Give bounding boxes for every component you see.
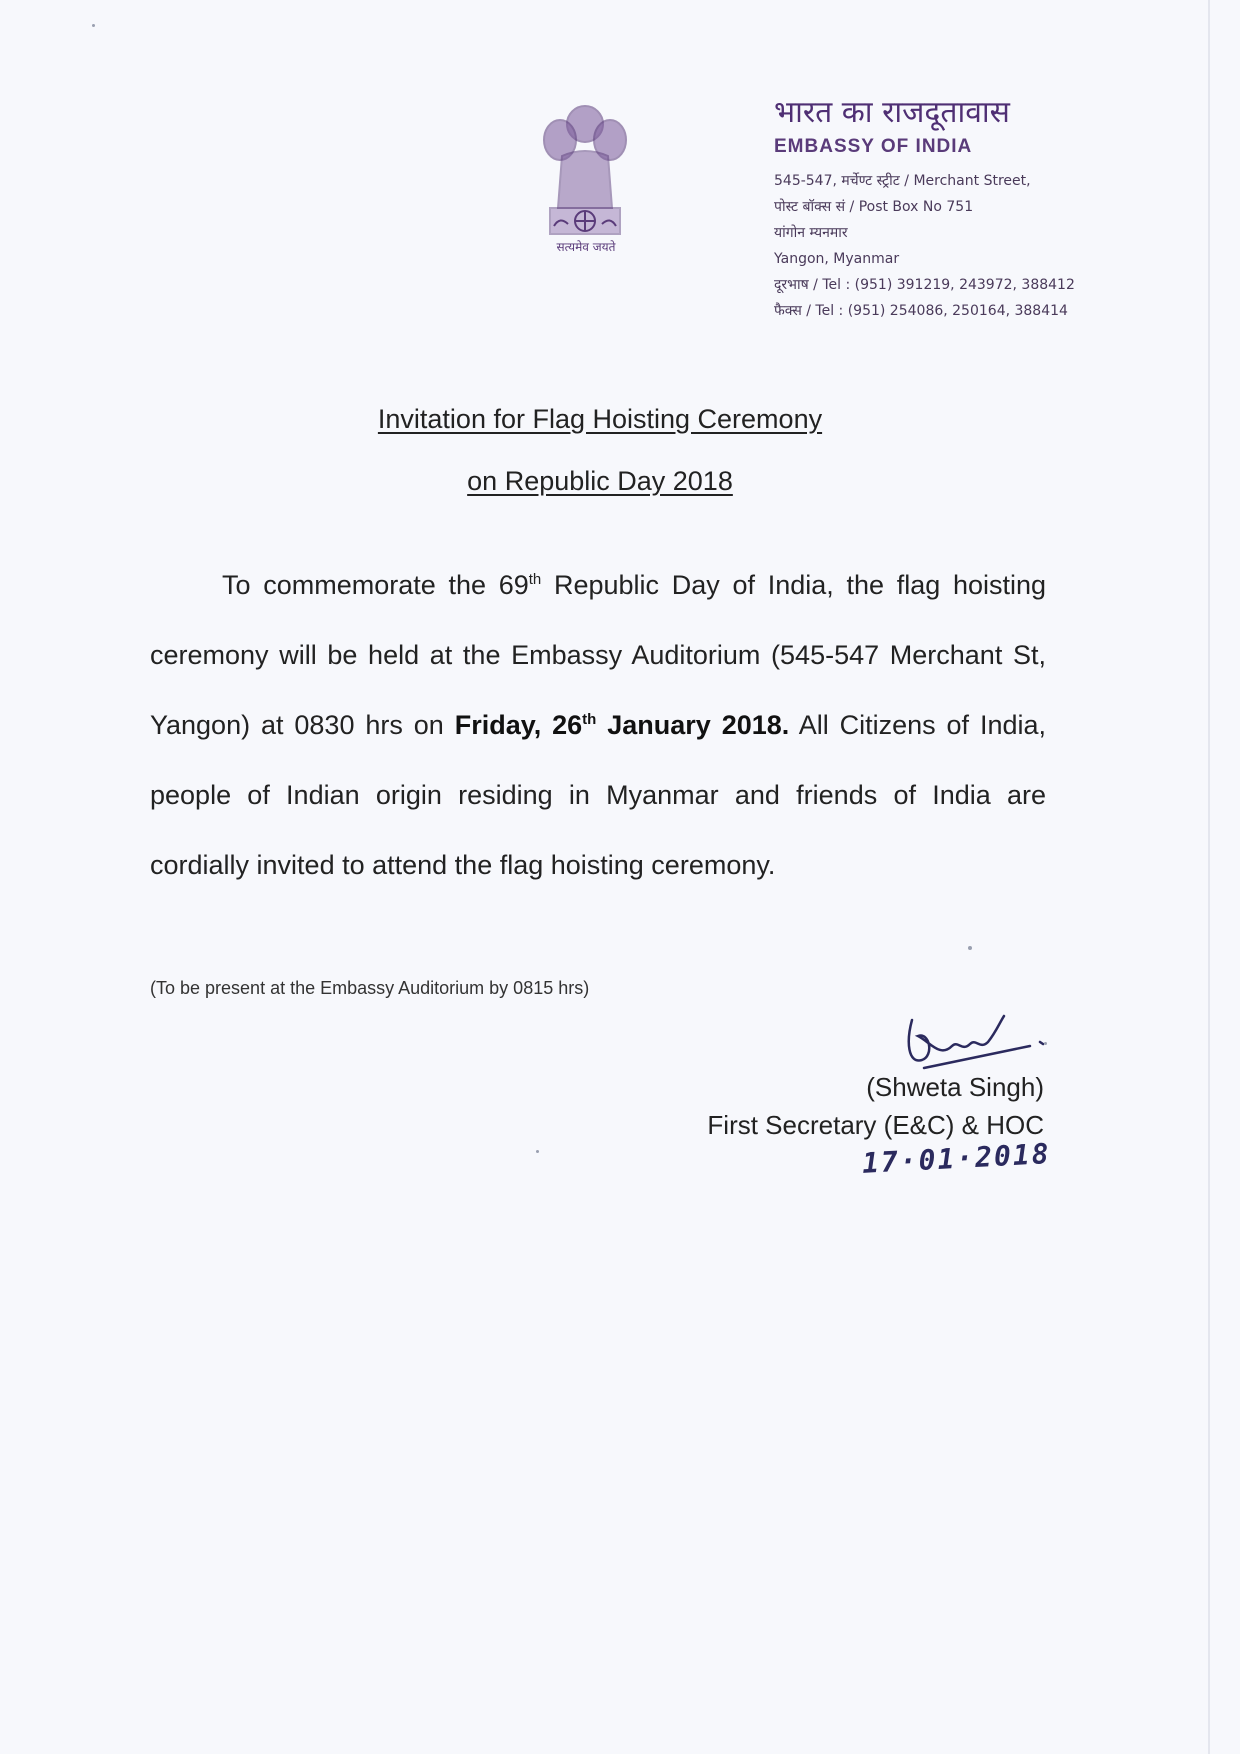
event-date-part-b: January 2018.	[596, 710, 790, 740]
invitation-title-line-2	[0, 466, 1200, 497]
scan-speck	[536, 1150, 539, 1153]
ordinal-suffix-1: th	[528, 571, 542, 588]
handwritten-date: 17·01·2018	[861, 1137, 1052, 1180]
invitation-body	[150, 550, 1046, 900]
signer-block	[707, 1068, 1044, 1144]
body-part-2: Republic Day of India, the flag hoisting ceremony will be held at the Embassy Auditorium (545-547 Merchant St, Yangon) at 0830 hrs on	[150, 570, 1047, 740]
telephone-line: दूरभाष / Tel : (951) 391219, 243972, 388412	[774, 277, 1075, 293]
arrival-note: (To be present at the Embassy Auditorium by 0815 hrs)	[150, 978, 590, 998]
letterhead	[774, 96, 1075, 324]
national-emblem-icon	[532, 96, 638, 256]
address-line-2: पोस्ट बॉक्स सं / Post Box No 751	[774, 199, 974, 215]
scan-speck	[968, 946, 972, 950]
scan-speck	[1044, 1042, 1047, 1045]
address-line-1: 545-547, मर्चेण्ट स्ट्रीट / Merchant Street,	[774, 173, 1031, 189]
scan-edge	[1208, 0, 1210, 1754]
embassy-english-name: EMBASSY OF INDIA	[774, 136, 973, 157]
scan-speck	[92, 24, 95, 27]
address-line-4: Yangon, Myanmar	[774, 251, 900, 267]
body-part-1: To commemorate the 69	[222, 570, 529, 600]
fax-line: फैक्स / Tel : (951) 254086, 250164, 388414	[774, 303, 1068, 319]
signer-designation: First Secretary (E&C) & HOC	[707, 1110, 1044, 1140]
address-line-3: यांगोन म्यनमार	[774, 225, 848, 241]
body-paragraph	[150, 550, 1046, 900]
emblem-motto: सत्यमेव जयते	[556, 240, 616, 254]
ordinal-suffix-2: th	[582, 711, 597, 728]
event-date	[455, 710, 790, 740]
embassy-hindi-name: भारत का राजदूतावास	[774, 95, 1010, 130]
invitation-title-line-1	[0, 404, 1200, 435]
signer-name: (Shweta Singh)	[866, 1072, 1044, 1102]
title-text-1: Invitation for Flag Hoisting Ceremony	[377, 404, 823, 434]
title-text-2: on Republic Day 2018	[467, 466, 733, 496]
event-date-part-a: Friday, 26	[454, 710, 583, 740]
body-part-3: All Citizens of India, people of Indian origin residing in Myanmar and friends of India are cordially invited to attend the flag hoisting ceremony.	[150, 710, 1046, 880]
